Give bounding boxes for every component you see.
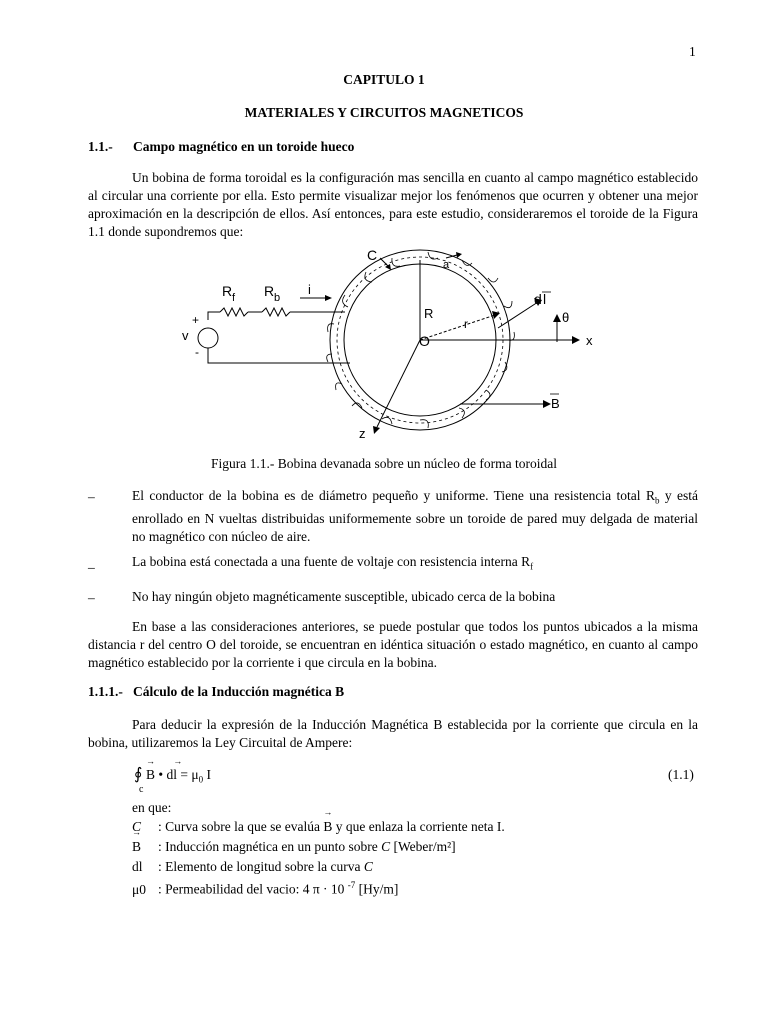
svg-text:f: f xyxy=(232,292,236,304)
figure-caption: Figura 1.1.- Bobina devanada sobre un núcleo de forma toroidal xyxy=(210,456,558,471)
label-c: C xyxy=(367,247,378,263)
svg-text:l: l xyxy=(543,291,547,307)
label-origin: O xyxy=(419,333,430,349)
svg-text:b: b xyxy=(274,292,281,304)
intro-paragraph: Un bobina de forma toroidal es la configuración mas sencilla en cuanto al campo magnético establecido al circular una corriente por ella. Esto permite visualizar mejor los fenómenos que ocurren y obtener una mejor aproximación en la descripción de ellos. Así entonces, para este estudio, consideraremos el toroide de la Figura 1.1 donde supondremos que: xyxy=(88,170,698,239)
label-z: z xyxy=(359,426,366,441)
bullet-dash: _ xyxy=(88,555,95,570)
label-plus: + xyxy=(192,313,200,327)
resistor-rf xyxy=(220,308,248,316)
subsection-title: Cálculo de la Inducción magnética B xyxy=(133,684,345,699)
bullet-dash: – xyxy=(88,489,95,504)
definition-c: C : Curva sobre la que se evalúa → B y que enlaza la corriente neta I. xyxy=(132,818,505,836)
toroid-figure xyxy=(170,240,620,450)
definition-b: → B : Inducción magnética en un punto sobre C [Weber/m²] xyxy=(132,838,456,856)
equation-number: (1.1) xyxy=(668,767,694,782)
label-a: a xyxy=(443,259,450,271)
label-theta: θ xyxy=(562,310,570,325)
label-r-major: R xyxy=(424,306,434,321)
label-rf: R xyxy=(222,283,233,299)
label-i: i xyxy=(308,282,311,297)
subsection-number: 1.1.1.- xyxy=(88,684,123,699)
voltage-source xyxy=(198,328,218,348)
label-v: v xyxy=(182,328,189,343)
section-number: 1.1.- xyxy=(88,139,113,154)
bullet-conductor: El conductor de la bobina es de diámetro pequeño y uniforme. Tiene una resistencia total $R_b$ y está enrollado en N vueltas distribuidas uniformemente sobre un toroide de pared muy delgada de material no magnético con núcleo de aire. xyxy=(132,488,698,544)
label-minus: - xyxy=(195,345,199,359)
resistor-rb xyxy=(262,308,290,316)
equation-body: → B • $d\to l = \mu_0$ I xyxy=(146,767,211,785)
label-dl: d xyxy=(534,291,542,307)
ampere-paragraph: Para deducir la expresión de la Inducción Magnética B establecida por la corriente que circula en la bobina, utilizaremos la Ley Circuital de Ampere: xyxy=(88,717,698,750)
consider-paragraph: En base a las consideraciones anteriores, se puede postular que todos los puntos ubicados a la misma distancia r del centro O del toroide, se encuentran en idéntica situación o estado magnético, en cuanto al campo magnético establecido por la corriente i que circula en la bobina. xyxy=(88,619,698,670)
label-rb: R xyxy=(264,283,275,299)
definition-dl: dl : Elemento de longitud sobre la curva C xyxy=(132,859,373,874)
chapter-heading: CAPITULO 1 xyxy=(343,72,425,87)
label-x: x xyxy=(586,333,593,348)
label-r-minor: r xyxy=(464,317,468,331)
bullet-no-object: No hay ningún objeto magnéticamente susceptible, ubicado cerca de la bobina xyxy=(132,589,556,604)
equation-contour: c xyxy=(139,784,144,795)
page-number: 1 xyxy=(689,44,696,59)
section-title: Campo magnético en un toroide hueco xyxy=(133,139,355,154)
bullet-source: La bobina está conectada a una fuente de voltaje con resistencia interna $R_f$ xyxy=(132,554,534,572)
en-que: en que: xyxy=(132,800,172,815)
equation-integral: ∮ xyxy=(134,766,143,783)
chapter-title: MATERIALES Y CIRCUITOS MAGNETICOS xyxy=(244,105,524,120)
bullet-dash: – xyxy=(88,590,95,605)
label-b: B xyxy=(551,396,560,411)
definition-mu: μ0 : Permeabilidad del vacio: 4 π · 10 $^{-7}$ [Hy/m] xyxy=(132,880,399,897)
